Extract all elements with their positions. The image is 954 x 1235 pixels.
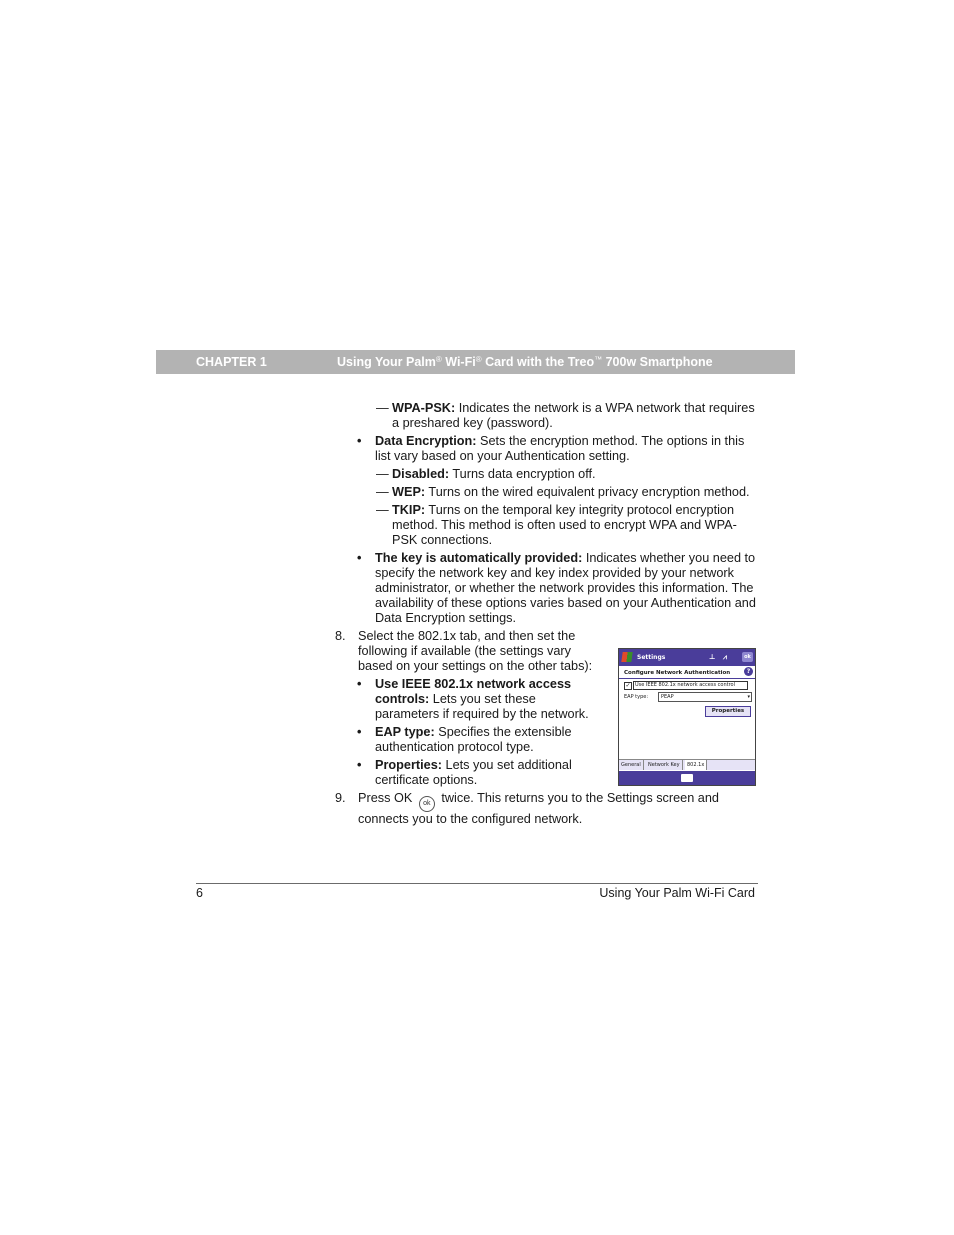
device-heading: Configure Network Authentication ? bbox=[619, 666, 755, 679]
step-item: 8. Select the 802.1x tab, and then set the following if available (the settings vary based on your settings on the other tabs): bbox=[335, 629, 593, 673]
device-ok-button: ok bbox=[742, 652, 753, 662]
list-item: • The key is automatically provided: Indicates whether you need to specify the network key and key index provided by your network administrator, or whether the network provides this information. The availability of these options varies based on your Authentication and Data Encryption settings. bbox=[357, 551, 756, 625]
checkbox-icon: ✓ bbox=[625, 682, 631, 689]
footer-rule bbox=[196, 883, 758, 884]
list-item: • Properties: Lets you set additional certificate options. bbox=[357, 758, 572, 787]
list-item: • Use IEEE 802.1x network access controls: Lets you set these parameters if required by the network. bbox=[357, 677, 589, 721]
step-item: 9. Press OK ok twice. This returns you to the Settings screen and connects you to the configured network. bbox=[335, 791, 719, 826]
chapter-header-bar bbox=[156, 350, 795, 374]
list-item: — WEP: Turns on the wired equivalent privacy encryption method. bbox=[376, 485, 750, 499]
tab-network-key: Network Key bbox=[646, 760, 683, 770]
device-title: Settings bbox=[637, 654, 666, 661]
connectivity-icon: ⊥ bbox=[709, 653, 716, 661]
list-item: — Disabled: Turns data encryption off. bbox=[376, 467, 596, 481]
tab-8021x: 802.1x bbox=[685, 760, 707, 770]
list-item: — TKIP: Turns on the temporal key integrity protocol encryption method. This method is often used to encrypt WPA and WPA-PSK connections. bbox=[376, 503, 737, 547]
help-icon: ? bbox=[744, 667, 753, 676]
properties-button: Properties bbox=[705, 706, 751, 717]
list-item: • Data Encryption: Sets the encryption method. The options in this list vary based on your Authentication setting. bbox=[357, 434, 745, 463]
list-item: — WPA-PSK: Indicates the network is a WPA network that requires a preshared key (password). bbox=[376, 401, 755, 430]
signal-icon: ⩘ bbox=[723, 653, 727, 661]
settings-screenshot bbox=[618, 648, 756, 786]
keyboard-icon bbox=[681, 774, 693, 782]
device-title-bar bbox=[619, 649, 755, 666]
footer-title: Using Your Palm Wi-Fi Card bbox=[599, 886, 755, 900]
ieee-8021x-checkbox-label: Use IEEE 802.1x network access control bbox=[633, 681, 748, 690]
tab-general: General bbox=[619, 760, 644, 770]
device-bottom-bar bbox=[619, 771, 755, 785]
chevron-down-icon: ▾ bbox=[747, 694, 750, 700]
chapter-title: Using Your Palm® Wi-Fi® Card with the Treo™ 700w Smartphone bbox=[337, 355, 713, 369]
page-number: 6 bbox=[196, 886, 203, 900]
eap-type-dropdown: PEAP ▾ bbox=[658, 692, 752, 702]
eap-type-label: EAP type: bbox=[624, 694, 649, 700]
device-tabs bbox=[619, 759, 755, 770]
list-item: • EAP type: Specifies the extensible authentication protocol type. bbox=[357, 725, 572, 754]
windows-start-icon bbox=[621, 652, 632, 662]
ok-button-icon: ok bbox=[419, 796, 435, 812]
chapter-label: CHAPTER 1 bbox=[196, 355, 267, 369]
